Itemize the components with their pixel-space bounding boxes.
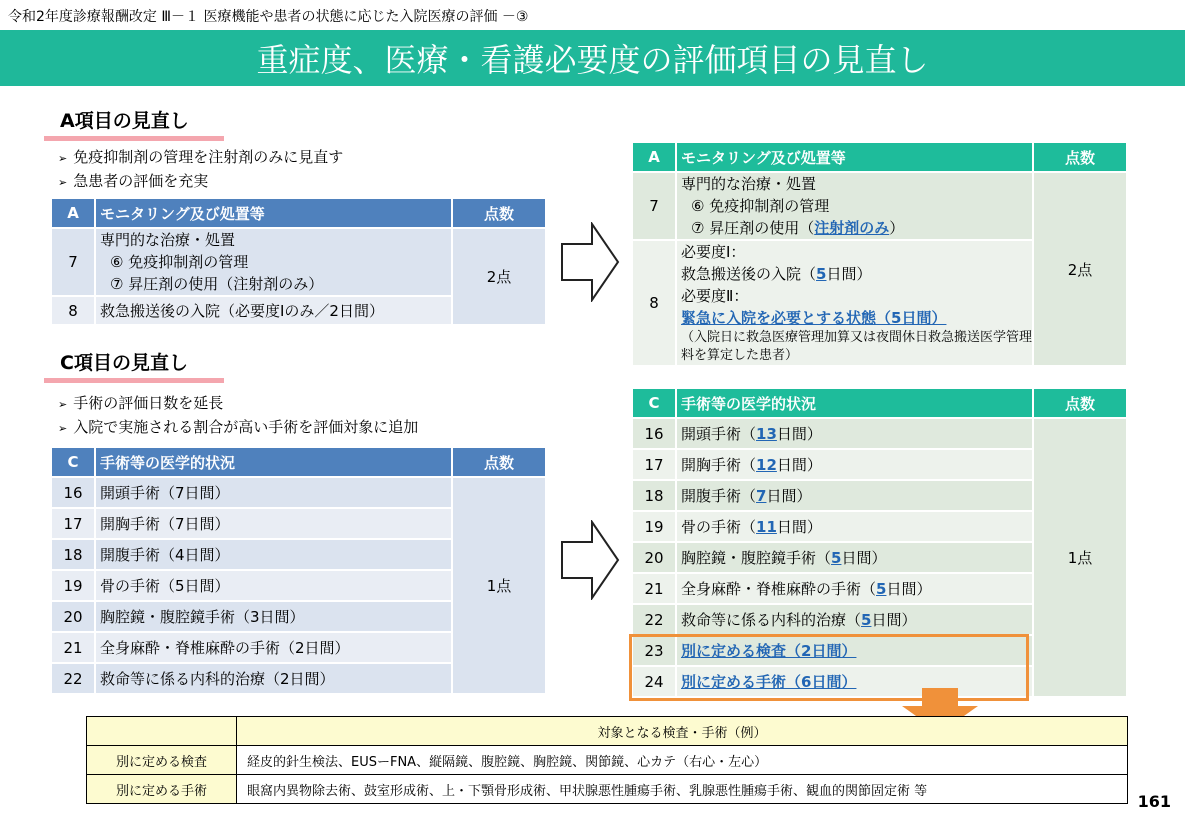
a-new-row7-line3-post: ） (889, 219, 905, 237)
a-new-row7-num: 7 (633, 173, 675, 239)
a-old-cat-header: A (52, 199, 94, 227)
examples-table-header: 対象となる検査・手術（例） (237, 717, 1128, 746)
c-old-row (52, 478, 545, 507)
c-old-row-text: 開腹手術（4日間） (96, 540, 451, 569)
a-new-row7-line2: ⑥ 免疫抑制剤の管理 (691, 197, 830, 215)
c-new-row-post: 日間） (871, 610, 917, 629)
c-old-row-num: 18 (52, 540, 94, 569)
c-new-row-num: 20 (633, 543, 675, 572)
c-new-row (633, 419, 1126, 448)
a-old-title-header: モニタリング及び処置等 (96, 199, 451, 227)
c-new-row-pre: 骨の手術（ (681, 517, 757, 536)
a-new-table (631, 141, 1128, 367)
c-old-row-text: 開胸手術（7日間） (96, 509, 451, 538)
c-section-heading: C項目の見直し (44, 348, 224, 383)
c-new-row-num: 22 (633, 605, 675, 634)
a-new-row8-note: （入院日に救急医療管理加算又は夜間休日救急搬送医学管理料を算定した患者） (681, 330, 1033, 363)
c-new-row-pre: 開腹手術（ (681, 486, 757, 505)
c-new-row-post: 日間） (776, 424, 822, 443)
a-old-points: 2点 (453, 229, 545, 324)
a-new-row8-l2 (681, 263, 1032, 285)
c-old-row-num: 16 (52, 478, 94, 507)
a-new-points-header: 点数 (1034, 143, 1126, 171)
c-new-row-hl: 5 (876, 579, 887, 598)
examples-table-corner (87, 717, 237, 746)
page-number: 161 (1137, 792, 1171, 811)
c-new-row-pre: 胸腔鏡・腹腔鏡手術（ (681, 548, 832, 567)
c-new-row-text (677, 512, 1032, 541)
a-old-row7-num: 7 (52, 229, 94, 295)
c-old-title-header: 手術等の医学的状況 (96, 448, 451, 476)
c-new-row-hl: 5 (831, 548, 842, 567)
c-old-row-num: 22 (52, 664, 94, 693)
c-new-row-hl: 11 (756, 517, 777, 536)
c-new-points: 1点 (1034, 419, 1126, 696)
c-new-row-num: 18 (633, 481, 675, 510)
c-new-row24-highlight: 別に定める手術（6日間） (681, 672, 857, 691)
c-new-row-text (677, 574, 1032, 603)
a-bullet-1: ➢ 免疫抑制剤の管理を注射剤のみに見直す (58, 146, 343, 170)
c-new-row-text (677, 450, 1032, 479)
c-new-row-num: 17 (633, 450, 675, 479)
c-old-row-num: 20 (52, 602, 94, 631)
c-old-row-text: 全身麻酔・脊椎麻酔の手術（2日間） (96, 633, 451, 662)
c-new-row-pre: 開頭手術（ (681, 424, 757, 443)
c-old-points-header: 点数 (453, 448, 545, 476)
surgery-label: 別に定める手術 (87, 775, 237, 804)
a-old-table (50, 197, 547, 326)
exam-label: 別に定める検査 (87, 746, 237, 775)
c-new-row-text (677, 481, 1032, 510)
slide-caption: 令和2年度診療報酬改定 Ⅲ－１ 医療機能や患者の状態に応じた入院医療の評価 －③ (8, 9, 529, 25)
c-new-row-post: 日間） (841, 548, 887, 567)
a-new-row8-num: 8 (633, 241, 675, 365)
c-new-row-text (677, 543, 1032, 572)
a-bullet-2: ➢ 急患者の評価を充実 (58, 170, 343, 194)
a-bullets (58, 146, 343, 194)
a-new-row8-l3: 必要度Ⅱ： (681, 287, 749, 305)
right-arrow-icon (560, 520, 620, 600)
c-old-points: 1点 (453, 478, 545, 693)
a-new-row7-text (677, 173, 1032, 239)
a-new-row8-l2-pre: 救急搬送後の入院（ (681, 265, 817, 283)
a-old-row8-text: 救急搬送後の入院（必要度Ⅰのみ／2日間） (96, 297, 451, 324)
surgery-value: 眼窩内異物除去術、鼓室形成術、上・下顎骨形成術、甲状腺悪性腫瘍手術、乳腺悪性腫瘍手術、観血的関節固定術 等 (237, 775, 1128, 804)
right-arrow-icon (560, 222, 620, 302)
c-new-row-num: 21 (633, 574, 675, 603)
c-new-row-num: 19 (633, 512, 675, 541)
c-new-row-pre: 開胸手術（ (681, 455, 757, 474)
c-new-row-hl: 7 (756, 486, 767, 505)
c-bullet-2: ➢ 入院で実施される割合が高い手術を評価対象に追加 (58, 416, 418, 440)
c-old-row-text: 胸腔鏡・腹腔鏡手術（3日間） (96, 602, 451, 631)
c-new-row-hl: 5 (861, 610, 872, 629)
c-new-row-text (677, 419, 1032, 448)
c-new-row-num: 16 (633, 419, 675, 448)
a-old-row8-num: 8 (52, 297, 94, 324)
a-new-row7-line1: 専門的な治療・処置 (681, 175, 817, 193)
examples-table (86, 716, 1128, 804)
c-new-row-pre: 全身麻酔・脊椎麻酔の手術（ (681, 579, 877, 598)
c-old-row-text: 骨の手術（5日間） (96, 571, 451, 600)
a-new-cat-header: A (633, 143, 675, 171)
a-new-row8-text (677, 241, 1032, 365)
c-new-row-hl: 12 (756, 455, 777, 474)
c-old-table (50, 446, 547, 695)
c-new-row-post: 日間） (776, 517, 822, 536)
c-new-row23-highlight: 別に定める検査（2日間） (681, 641, 857, 660)
a-new-row7-line3 (681, 217, 1032, 239)
a-new-title-header: モニタリング及び処置等 (677, 143, 1032, 171)
c-new-row-hl: 13 (756, 424, 777, 443)
c-bullet-1: ➢ 手術の評価日数を延長 (58, 392, 418, 416)
slide-title: 重症度、医療・看護必要度の評価項目の見直し (0, 30, 1185, 86)
c-old-row-num: 19 (52, 571, 94, 600)
a-new-row8-l4: 緊急に入院を必要とする状態（5日間） (681, 309, 947, 327)
a-new-row8-l2-post: 日間） (826, 265, 872, 283)
a-new-row8-l1: 必要度Ⅰ： (681, 243, 746, 261)
c-new-row23-num: 23 (633, 636, 675, 665)
a-new-row7-line3-highlight: 注射剤のみ (814, 219, 890, 237)
c-bullets (58, 392, 418, 440)
c-old-row-text: 救命等に係る内科的治療（2日間） (96, 664, 451, 693)
a-old-row7-line3: ⑦ 昇圧剤の使用（注射剤のみ） (110, 275, 324, 293)
a-old-row7-text (96, 229, 451, 295)
a-old-row7-line2: ⑥ 免疫抑制剤の管理 (110, 253, 249, 271)
a-new-row7-line3-pre: ⑦ 昇圧剤の使用（ (691, 219, 815, 237)
c-old-cat-header: C (52, 448, 94, 476)
a-old-points-header: 点数 (453, 199, 545, 227)
a-new-points: 2点 (1034, 173, 1126, 365)
c-new-row-post: 日間） (886, 579, 932, 598)
a-new-row8-l2-highlight: 5 (816, 265, 827, 283)
c-new-row-post: 日間） (776, 455, 822, 474)
c-new-cat-header: C (633, 389, 675, 417)
c-old-row-text: 開頭手術（7日間） (96, 478, 451, 507)
c-old-row-num: 17 (52, 509, 94, 538)
c-new-points-header: 点数 (1034, 389, 1126, 417)
c-old-row-num: 21 (52, 633, 94, 662)
c-new-row-post: 日間） (766, 486, 812, 505)
a-section-heading: A項目の見直し (44, 106, 224, 141)
exam-value: 経皮的針生検法、EUSーFNA、縦隔鏡、腹腔鏡、胸腔鏡、関節鏡、心カテ（右心・左心） (237, 746, 1128, 775)
c-new-row-text (677, 605, 1032, 634)
c-new-row24-num: 24 (633, 667, 675, 696)
c-new-row-pre: 救命等に係る内科的治療（ (681, 610, 862, 629)
a-old-row7-line1: 専門的な治療・処置 (100, 231, 236, 249)
c-new-title-header: 手術等の医学的状況 (677, 389, 1032, 417)
